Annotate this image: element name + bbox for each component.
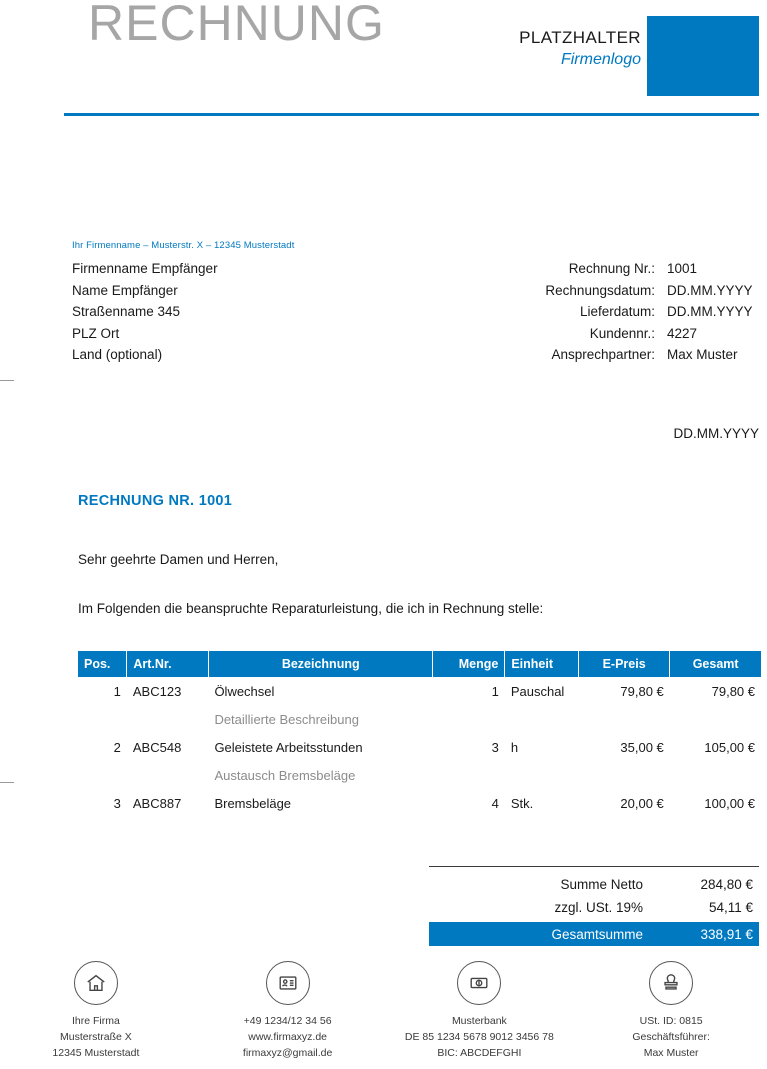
totals-tax-value: 54,11 € [708,900,753,915]
cell-bez: Geleistete Arbeitsstunden [214,739,363,755]
footer-line: Ihre Firma [71,1015,120,1027]
footer-line: USt. ID: 0815 [639,1015,703,1027]
company-logo [454,16,759,96]
footer-column-contact [192,961,384,1061]
footer-line: firmaxyz@gmail.de [242,1047,333,1059]
logo-line-2: Firmenlogo [560,51,641,68]
cell-artnr: ABC887 [132,795,182,811]
cell-bez: Ölwechsel [214,683,275,699]
footer-line: 12345 Musterstadt [52,1047,140,1059]
meta-value: DD.MM.YYYY [667,304,753,319]
meta-value: 1001 [667,261,698,276]
cell-einheit: h [510,739,519,755]
header-artnr: Art.Nr. [127,651,209,677]
logo-line-1: PLATZHALTER [519,28,641,47]
footer-line: Geschäftsführer: [632,1031,710,1043]
cell-artnr: ABC548 [132,739,182,755]
cell-gesamt: 100,00 € [704,795,755,811]
sender-address-line: Ihr Firmenname – Musterstr. X – 12345 Musterstadt [72,240,295,251]
cell-menge: 3 [491,739,499,755]
cell-gesamt: 105,00 € [704,739,755,755]
cell-menge: 4 [491,795,499,811]
header-einheit: Einheit [505,651,579,677]
cell-epreis: 79,80 € [620,683,664,699]
document-header [0,0,767,120]
recipient-address [72,258,218,366]
cell-pos: 3 [113,795,121,811]
cell-epreis: 35,00 € [620,739,664,755]
footer-column-bank [384,961,576,1061]
totals-grand-label: Gesamtsumme [551,926,643,942]
invoice-meta [545,258,759,366]
totals-block [429,866,759,946]
header-epreis: E-Preis [579,651,670,677]
totals-net-value: 284,80 € [700,877,753,892]
cell-gesamt: 79,80 € [711,683,755,699]
meta-label: Rechnung Nr.: [568,261,655,276]
meta-row [545,344,759,366]
footer-line: Musterbank [451,1015,507,1027]
recipient-line-2: Name Empfänger [72,282,178,298]
stamp-icon [649,961,693,1005]
cell-artnr: ABC123 [132,683,182,699]
cell-note: Austausch Bremsbeläge [214,767,356,783]
meta-value: DD.MM.YYYY [667,282,753,298]
header-pos: Pos. [78,651,127,677]
meta-row [545,323,759,345]
footer-line: DE 85 1234 5678 9012 3456 78 [404,1031,554,1043]
recipient-line-1: Firmenname Empfänger [72,261,218,276]
table-row [78,733,761,761]
cell-note: Detaillierte Beschreibung [214,711,359,727]
footer-line: Musterstraße X [59,1031,132,1043]
header-divider [64,113,759,116]
totals-row-grand [429,922,759,946]
table-header-row [78,651,761,677]
footer-line: Max Muster [643,1047,699,1059]
header-menge: Menge [433,651,505,677]
logo-text [451,28,641,69]
logo-square [647,16,759,96]
salutation-text: Sehr geehrte Damen und Herren, [78,552,279,567]
home-icon [74,961,118,1005]
cell-pos: 2 [113,739,121,755]
meta-label: Kundennr.: [589,325,655,341]
fold-mark-upper [0,380,14,381]
recipient-line-4: PLZ Ort [72,325,120,341]
meta-label: Ansprechpartner: [551,347,655,362]
cell-menge: 1 [491,683,499,699]
totals-tax-label: zzgl. USt. 19% [554,900,643,915]
invoice-title: RECHNUNG NR. 1001 [78,493,233,509]
money-icon [457,961,501,1005]
intro-text: Im Folgenden die beanspruchte Reparaturleistung, die ich in Rechnung stelle: [78,601,544,616]
totals-row-net [429,873,759,896]
meta-row [545,280,759,302]
watermark-title: RECHNUNG [88,0,385,51]
header-bez: Bezeichnung [208,651,433,677]
meta-value: Max Muster [667,347,738,362]
totals-divider [429,866,759,867]
footer-line: www.firmaxyz.de [248,1031,327,1043]
recipient-line-3: Straßenname 345 [72,304,181,319]
meta-value: 4227 [667,325,698,341]
totals-row-tax [429,896,759,919]
meta-row [545,301,759,323]
table-row-note [78,705,761,733]
cell-epreis: 20,00 € [620,795,664,811]
table-row [78,677,761,705]
cell-pos: 1 [113,683,121,699]
footer-column-address [0,961,192,1061]
footer-column-legal [575,961,767,1061]
header-gesamt: Gesamt [670,651,761,677]
line-items-table [78,651,761,817]
fold-mark-lower [0,782,14,783]
meta-row [545,258,759,280]
cell-einheit: Stk. [510,795,534,811]
meta-label: Lieferdatum: [579,304,655,319]
totals-net-label: Summe Netto [560,877,643,892]
contact-card-icon [266,961,310,1005]
footer-line: BIC: ABCDEFGHI [437,1047,522,1059]
totals-grand-value: 338,91 € [700,926,753,942]
meta-label: Rechnungsdatum: [545,282,655,298]
recipient-line-5: Land (optional) [72,347,163,362]
cell-einheit: Pauschal [510,683,565,699]
document-date: DD.MM.YYYY [673,426,759,441]
cell-bez: Bremsbeläge [214,795,292,811]
document-footer [0,961,767,1061]
table-row [78,789,761,817]
footer-line: +49 1234/12 34 56 [243,1015,332,1027]
table-row-note [78,761,761,789]
